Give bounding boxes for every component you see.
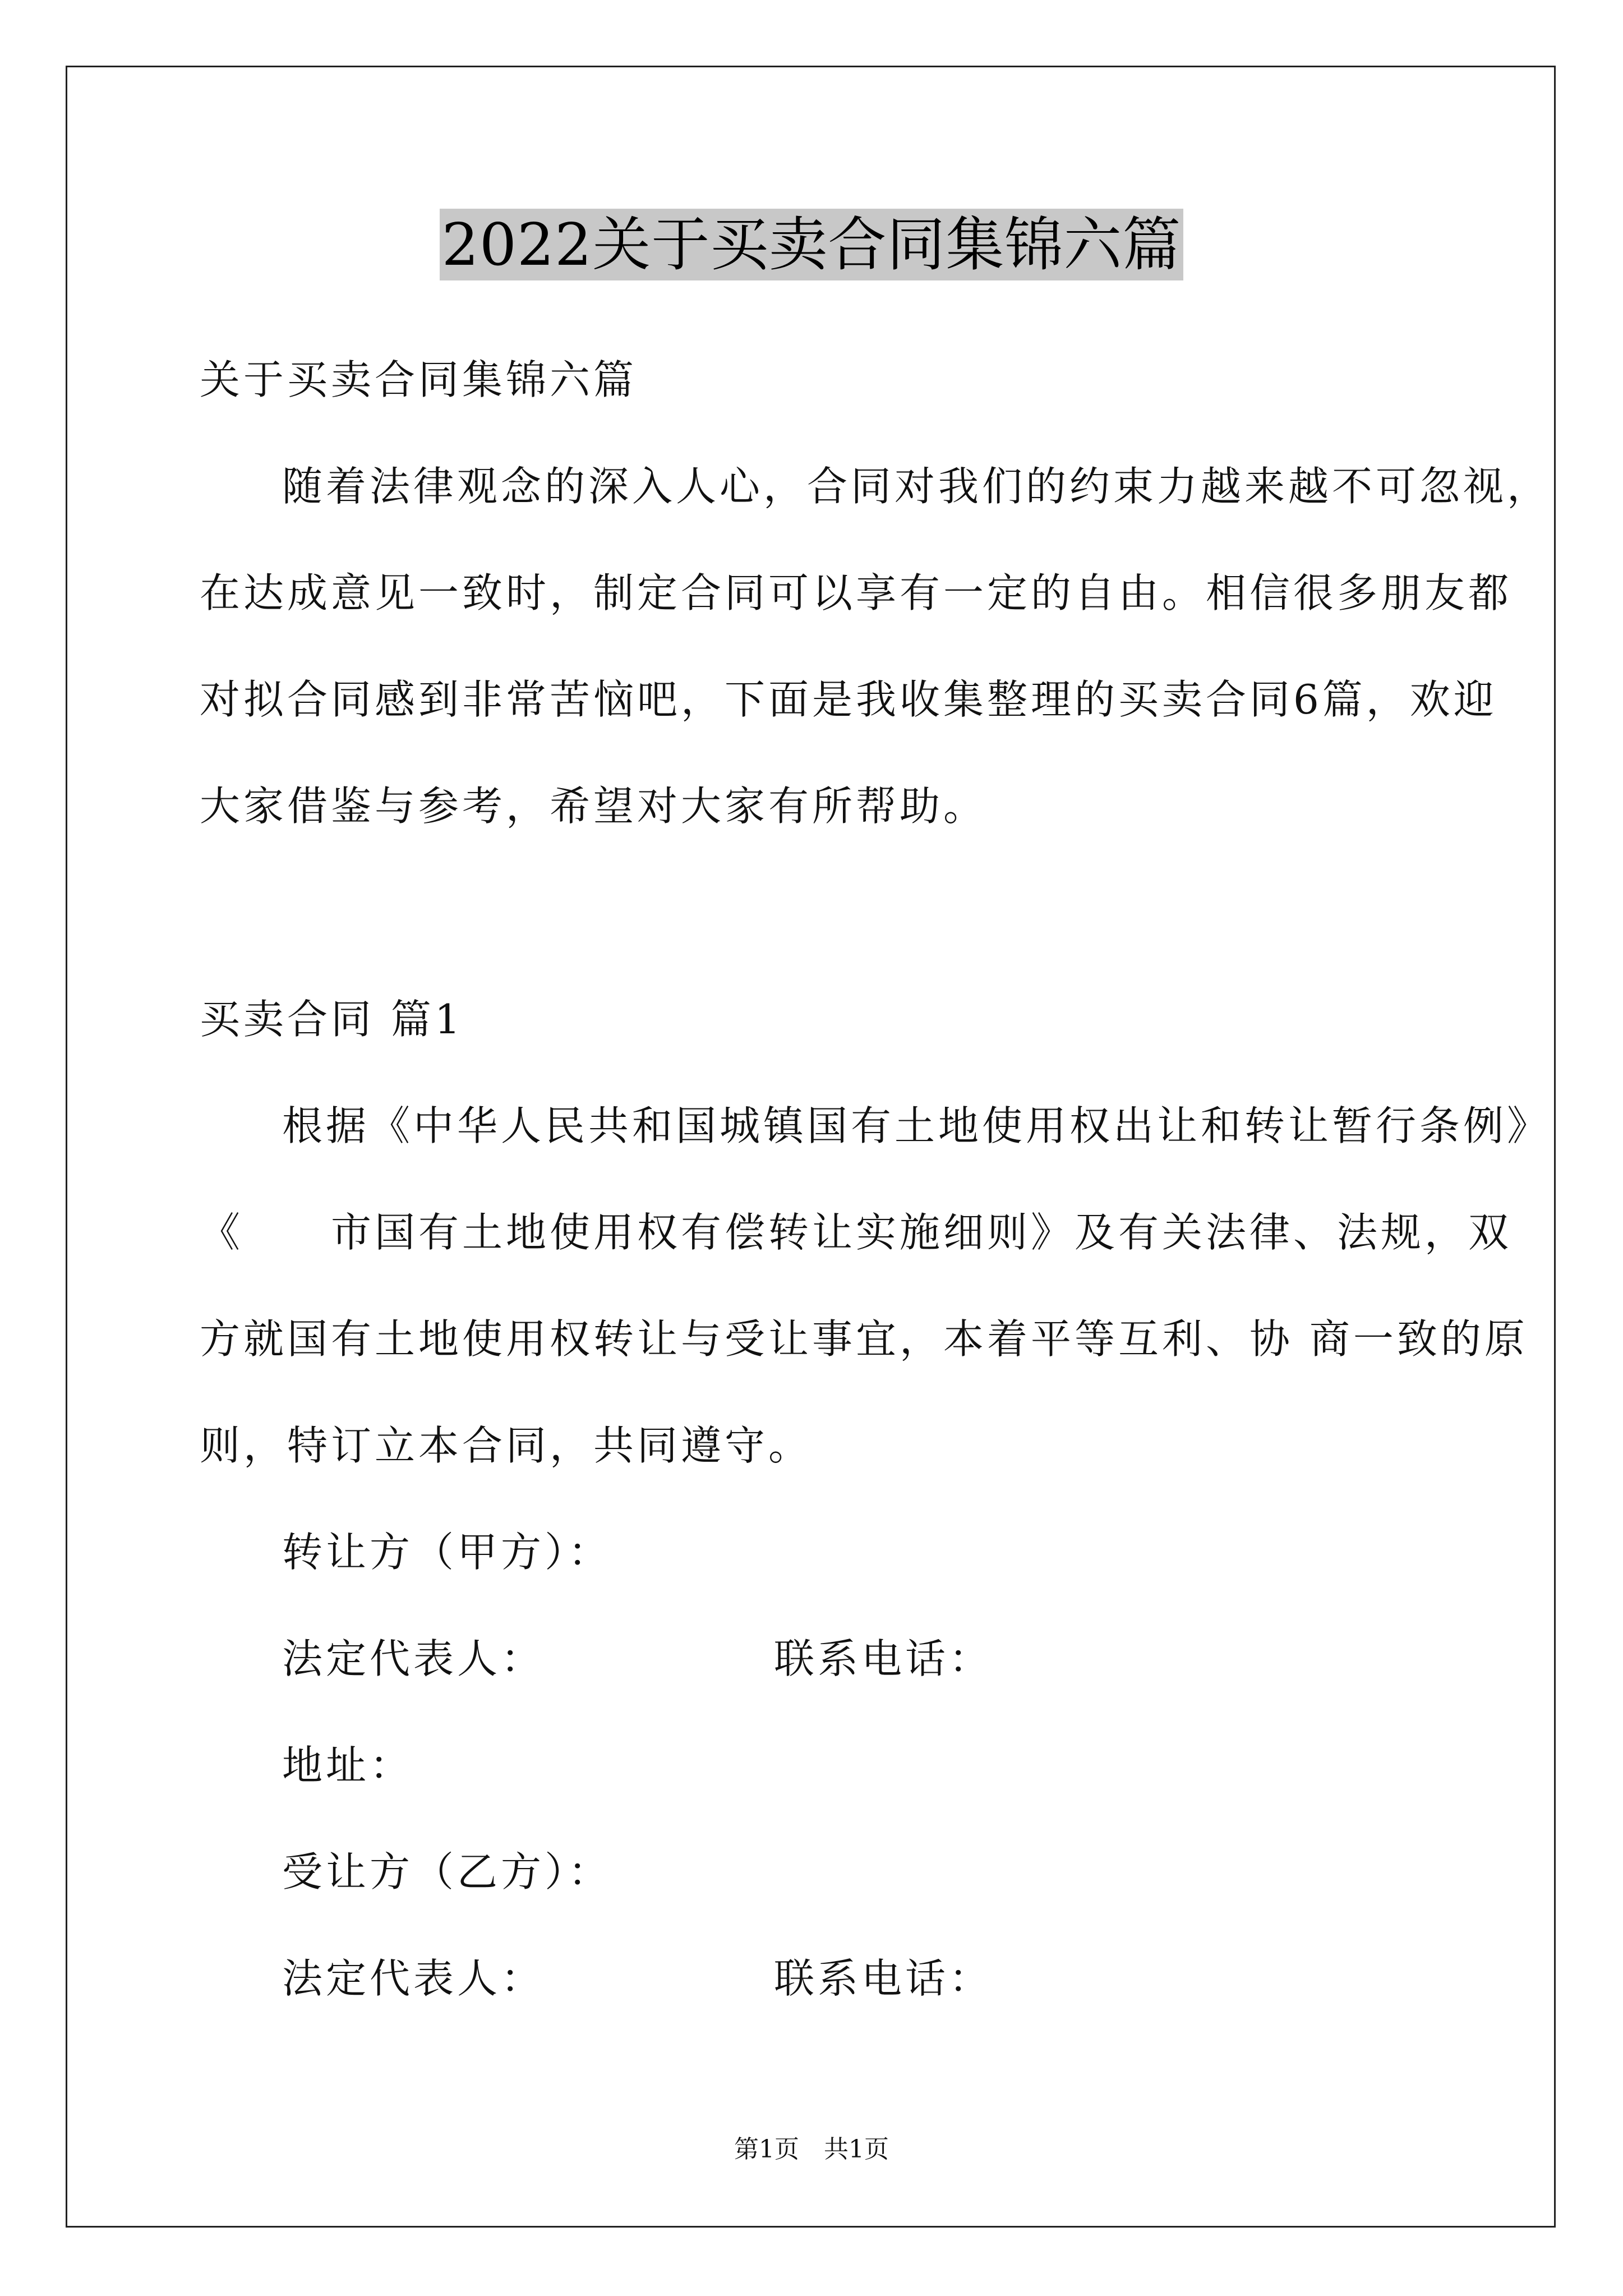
transferor-label: 转让方（甲方）： [282,1529,612,1576]
intro-line-1: 随着法律观念的深入人心，合同对我们的约束力越来越不可忽视， [282,463,1551,510]
title-container [0,209,1623,280]
legal-rep-label-1: 法定代表人： [282,1635,545,1682]
body-line-1: 根据《中华人民共和国城镇国有土地使用权出让和转让暂行条例》 [282,1102,1551,1149]
document-title: 2022关于买卖合同集锦六篇 [440,209,1184,280]
transferee-label: 受让方（乙方）： [282,1848,612,1895]
intro-line-4: 大家借鉴与参考，希望对大家有所帮助。 [200,783,988,830]
body-line-3: 方就国有土地使用权转让与受让事宜，本着平等互利、协 商一致的原 [200,1315,1528,1363]
legal-rep-label-2: 法定代表人： [282,1955,545,2002]
phone-label-2: 联系电话： [774,1955,993,2002]
body-line-4: 则，特订立本合同，共同遵守。 [200,1422,813,1469]
address-label: 地址： [282,1742,414,1789]
section-heading: 买卖合同 篇1 [200,996,464,1043]
document-subtitle: 关于买卖合同集锦六篇 [200,356,638,403]
intro-line-3: 对拟合同感到非常苦恼吧，下面是我收集整理的买卖合同6篇，欢迎 [200,676,1497,723]
body-line-2: 《 市国有土地使用权有偿转让实施细则》及有关法律、法规，双 [200,1209,1513,1256]
intro-line-2: 在达成意见一致时，制定合同可以享有一定的自由。相信很多朋友都 [200,569,1513,616]
page-footer: 第1页 共1页 [734,2135,889,2164]
phone-label-1: 联系电话： [774,1635,993,1682]
